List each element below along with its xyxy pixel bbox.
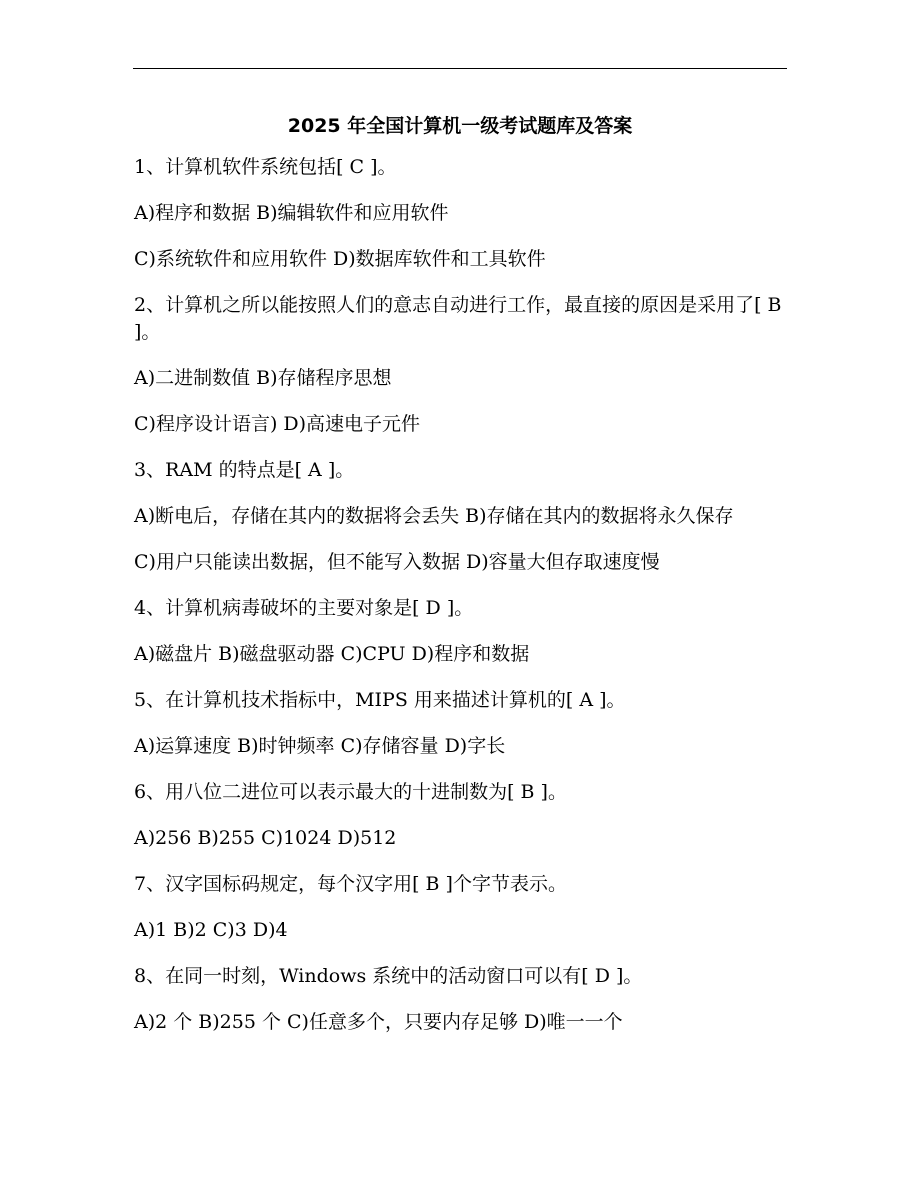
question-1: 1、计算机软件系统包括[ C ]。 [134,156,397,178]
question-2: 2、计算机之所以能按照人们的意志自动进行工作，最直接的原因是采用了[ B ]。 [134,294,782,343]
question-3: 3、RAM 的特点是[ A ]。 [134,459,355,481]
question-2-options-ab: A)二进制数值 B)存储程序思想 [134,367,392,389]
question-4: 4、计算机病毒破坏的主要对象是[ D ]。 [134,597,474,619]
question-7-options: A)1 B)2 C)3 D)4 [134,919,288,941]
question-1-options-ab: A)程序和数据 B)编辑软件和应用软件 [134,202,449,224]
question-1-options-cd: C)系统软件和应用软件 D)数据库软件和工具软件 [134,248,546,270]
document-body [134,154,784,1055]
question-7: 7、汉字国标码规定，每个汉字用[ B ]个字节表示。 [134,873,567,895]
question-5-options: A)运算速度 B)时钟频率 C)存储容量 D)字长 [134,735,506,757]
question-6-options: A)256 B)255 C)1024 D)512 [134,827,397,849]
question-5: 5、在计算机技术指标中，MIPS 用来描述计算机的[ A ]。 [134,689,626,711]
question-3-options-ab: A)断电后，存储在其内的数据将会丢失 B)存储在其内的数据将永久保存 [134,505,734,527]
document-title: 2025 年全国计算机一级考试题库及答案 [287,115,633,137]
question-3-options-cd: C)用户只能读出数据，但不能写入数据 D)容量大但存取速度慢 [134,551,660,573]
question-8: 8、在同一时刻，Windows 系统中的活动窗口可以有[ D ]。 [134,965,643,987]
question-2-options-cd: C)程序设计语言) D)高速电子元件 [134,413,421,435]
question-6: 6、用八位二进位可以表示最大的十进制数为[ B ]。 [134,781,567,803]
header-rule [133,68,787,69]
question-8-options: A)2 个 B)255 个 C)任意多个，只要内存足够 D)唯一一个 [134,1011,623,1033]
question-4-options: A)磁盘片 B)磁盘驱动器 C)CPU D)程序和数据 [134,643,530,665]
